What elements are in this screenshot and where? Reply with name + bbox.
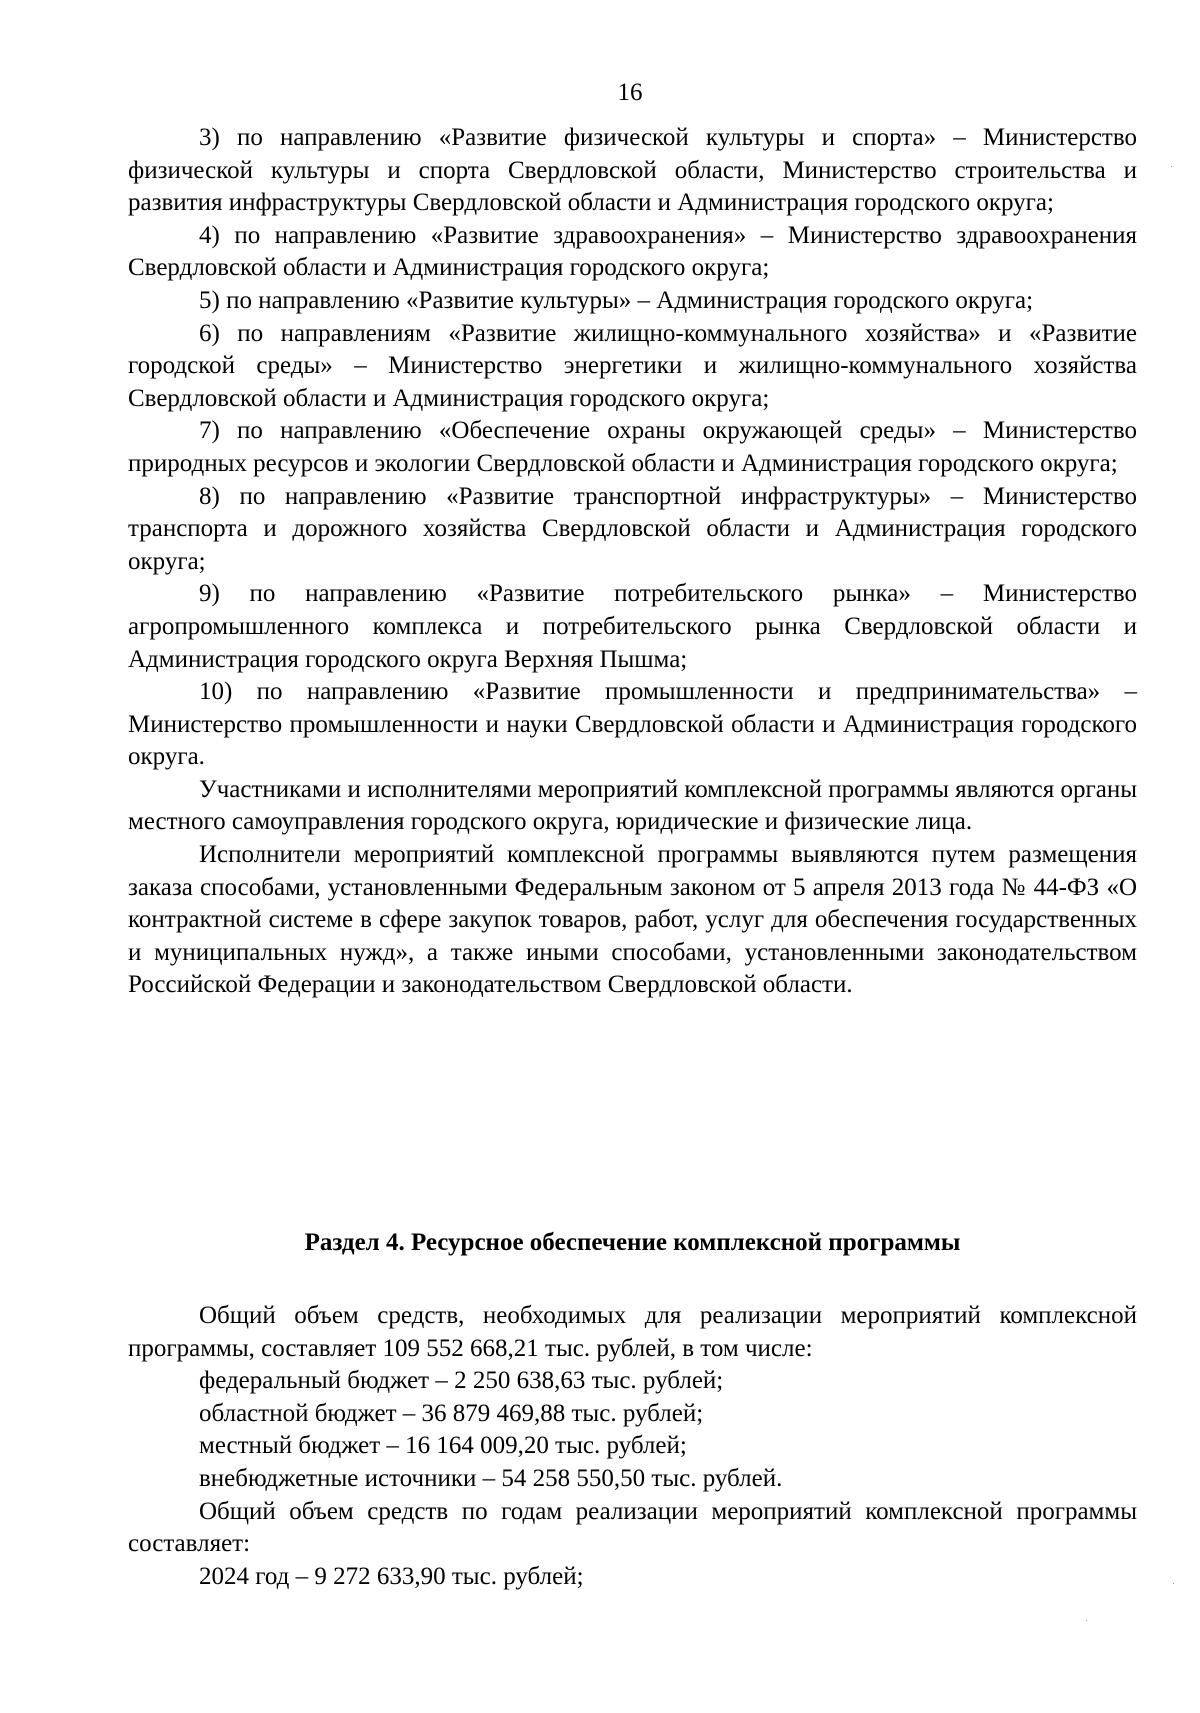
list-item-sport: 3) по направлению «Развитие физической культуры и спорта» – Министерство физической культуры и спорта Свердловской области, Министерство строительства и развития инфраструктуры Свердловской области и Администрация городского округа; [128, 124, 1137, 217]
funding-section [128, 1300, 1137, 1593]
funding-year-2024: 2024 год – 9 272 633,90 тыс. рублей; [199, 1562, 584, 1590]
list-item-industry: 10) по направлению «Развитие промышленности и предпринимательства» – Министерство промышленности и науки Свердловской области и Администрация городского округа. [128, 678, 1137, 771]
list-item-housing: 6) по направлениям «Развитие жилищно-коммунального хозяйства» и «Развитие городской среды» – Министерство энергетики и жилищно-коммунального хозяйства Свердловской области и Администрация городского округа; [128, 319, 1137, 412]
list-item-culture: 5) по направлению «Развитие культуры» – Администрация городского округа; [199, 286, 1034, 314]
list-item-health: 4) по направлению «Развитие здравоохранения» – Министерство здравоохранения Свердловской области и Администрация городского округа; [128, 221, 1137, 282]
list-item-consumer-market: 9) по направлению «Развитие потребительского рынка» – Министерство агропромышленного комплекса и потребительского рынка Свердловской области и Администрация городского округа Верхняя Пышма; [128, 580, 1137, 673]
responsibility-list [128, 122, 1137, 1002]
scan-speck [1173, 1583, 1174, 1584]
section-heading: Раздел 4. Ресурсное обеспечение комплексной программы [304, 1229, 961, 1256]
funding-regional: областной бюджет – 36 879 469,88 тыс. рублей; [199, 1399, 704, 1427]
funding-total-paragraph: Общий объем средств, необходимых для реализации мероприятий комплексной программы, составляет 109 552 668,21 тыс. рублей, в том числе: [128, 1302, 1137, 1362]
participants-paragraph: Участниками и исполнителями мероприятий комплексной программы являются органы местного самоуправления городского округа, юридические и физические лица. [128, 775, 1138, 836]
funding-extrabudgetary: внебюджетные источники – 54 258 550,50 тыс. рублей. [199, 1464, 783, 1492]
list-item-transport: 8) по направлению «Развитие транспортной инфраструктуры» – Министерство транспорта и дорожного хозяйства Свердловской области и Администрация городского округа; [128, 482, 1137, 575]
scan-speck [1086, 1620, 1087, 1621]
executors-paragraph: Исполнители мероприятий комплексной программы выявляются путем размещения заказа способами, установленными Федеральным законом от 5 апреля 2013 года № 44-ФЗ «О контрактной системе в сфере закупок товаров, работ, услуг для обеспечения государственных и муниципальных нужд», а также иными способами, установленными законодательством Российской Федерации и законодательством Свердловской области. [128, 841, 1137, 999]
funding-local: местный бюджет – 16 164 009,20 тыс. рублей; [199, 1432, 687, 1460]
scan-speck [1171, 166, 1172, 167]
page-number: 16 [617, 79, 643, 106]
list-item-environment: 7) по направлению «Обеспечение охраны окружающей среды» – Министерство природных ресурсов и экологии Свердловской области и Администрация городского округа; [128, 417, 1137, 477]
funding-federal: федеральный бюджет – 2 250 638,63 тыс. рублей; [199, 1367, 724, 1395]
funding-by-years-paragraph: Общий объем средств по годам реализации мероприятий комплексной программы составляет: [128, 1497, 1137, 1558]
